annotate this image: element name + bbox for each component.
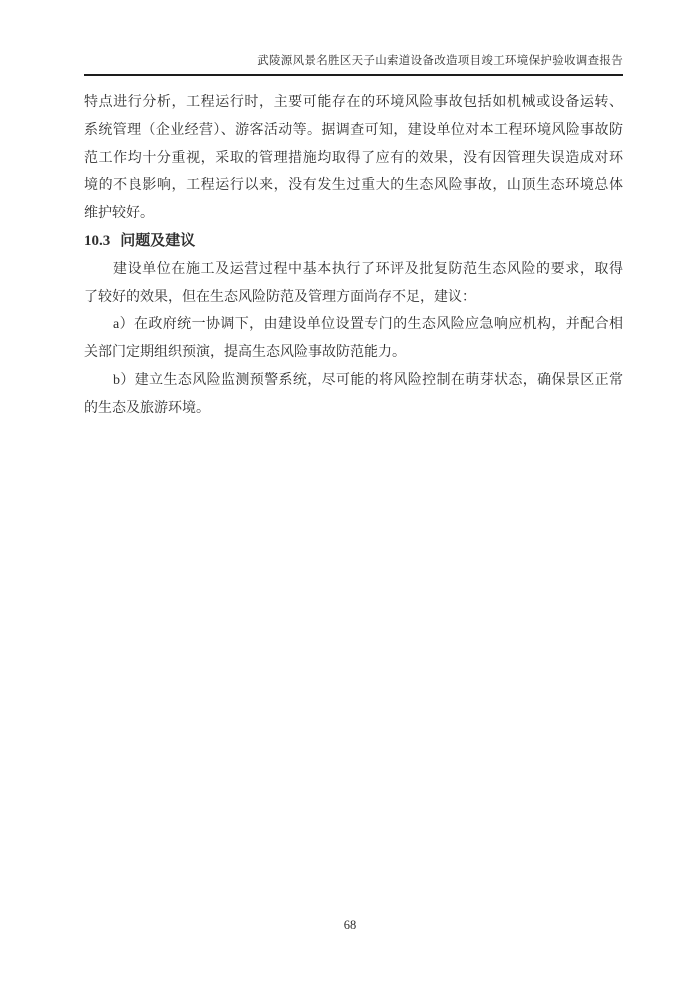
- body-line: 的生态及旅游环境。: [84, 400, 210, 416]
- page-number: 68: [343, 918, 357, 932]
- document-body: [84, 89, 623, 423]
- running-header: 武陵源风景名胜区天子山索道设备改造项目竣工环境保护验收调查报告: [257, 55, 623, 67]
- header-rule: [84, 74, 623, 76]
- body-line: 了较好的效果，但在生态风险防范及管理方面尚存不足，建议：: [84, 289, 476, 305]
- section-title: 问题及建议: [120, 232, 196, 249]
- section-heading: [84, 228, 623, 256]
- body-line: 境的不良影响，工程运行以来，没有发生过重大的生态风险事故，山顶生态环境总体: [84, 178, 623, 194]
- body-line: 范工作均十分重视，采取的管理措施均取得了应有的效果，没有因管理失误造成对环: [84, 150, 623, 166]
- body-line: 维护较好。: [84, 206, 154, 222]
- body-line: b）建立生态风险监测预警系统，尽可能的将风险控制在萌芽状态，确保景区正常: [113, 372, 623, 388]
- body-line: 关部门定期组织预演，提高生态风险事故防范能力。: [84, 345, 406, 361]
- body-line: a）在政府统一协调下，由建设单位设置专门的生态风险应急响应机构，并配合相: [113, 317, 623, 333]
- section-number: 10.3: [84, 232, 111, 249]
- body-line: 特点进行分析，工程运行时，主要可能存在的环境风险事故包括如机械或设备运转、: [84, 95, 623, 110]
- body-line: 系统管理（企业经营）、游客活动等。据调查可知，建设单位对本工程环境风险事故防: [84, 122, 623, 138]
- body-line: 建设单位在施工及运营过程中基本执行了环评及批复防范生态风险的要求，取得: [113, 261, 623, 277]
